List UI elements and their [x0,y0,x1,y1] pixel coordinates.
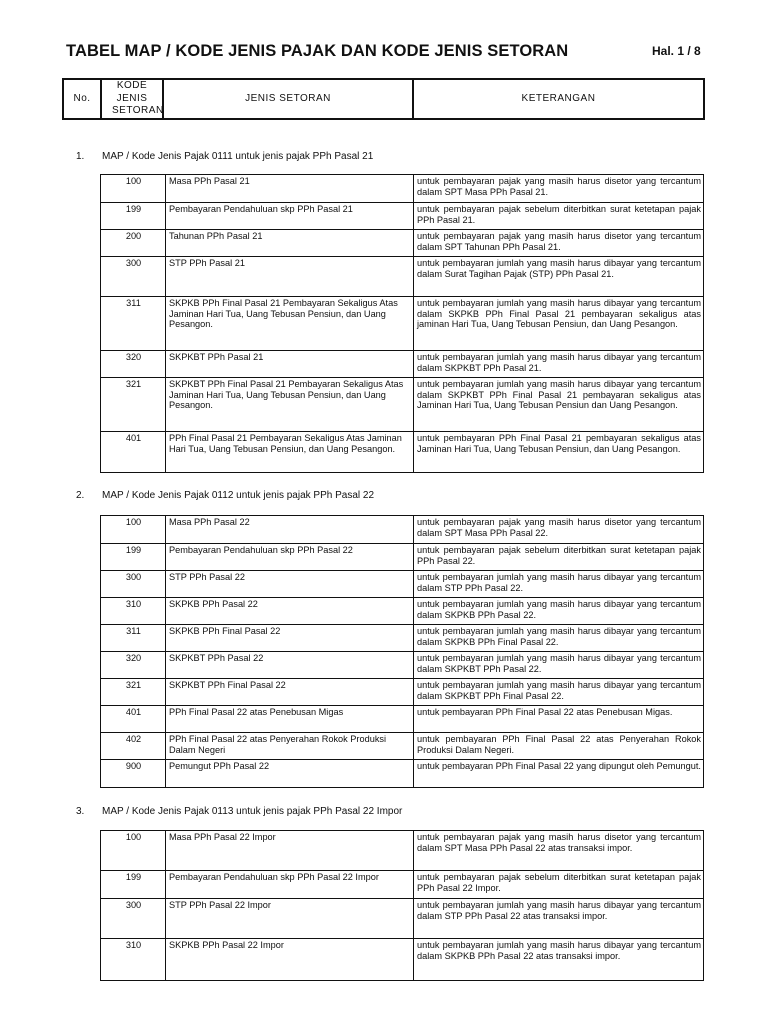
table-row: 199 Pembayaran Pendahuluan skp PPh Pasal 22 untuk pembayaran pajak sebelum diterbitkan surat ketetapan pajak PPh Pasal 22. [101,544,704,571]
section-number: 3. [76,806,85,817]
table-row: 401 PPh Final Pasal 21 Pembayaran Sekaligus Atas Jaminan Hari Tua, Uang Tebusan Pensiun, dan Uang Pesangon. untuk pembayaran PPh Final Pasal 21 pembayaran sekaligus atas Jaminan Hari Tua, Uang Tebusan Pensiun, dan Uang Pesangon. [101,432,704,473]
table-row: 320 SKPKBT PPh Pasal 22 untuk pembayaran jumlah yang masih harus dibayar yang tercantum dalam SKPKBT PPh Pasal 22. [101,652,704,679]
section-table [100,830,704,981]
page-number: Hal. 1 / 8 [652,44,701,58]
section-number: 1. [76,151,85,162]
table-row: 100 Masa PPh Pasal 21 untuk pembayaran pajak yang masih harus disetor yang tercantum dalam SPT Masa PPh Pasal 21. [101,175,704,203]
section-title: MAP / Kode Jenis Pajak 0111 untuk jenis pajak PPh Pasal 21 [102,151,374,162]
table-row: 300 STP PPh Pasal 21 untuk pembayaran jumlah yang masih harus dibayar yang tercantum dalam Surat Tagihan Pajak (STP) PPh Pasal 21. [101,257,704,297]
table-row: 310 SKPKB PPh Pasal 22 Impor untuk pembayaran jumlah yang masih harus dibayar yang tercantum dalam SKPKB PPh Pasal 22 atas transaksi impor. [101,939,704,981]
table-row: 200 Tahunan PPh Pasal 21 untuk pembayaran pajak yang masih harus disetor yang tercantum dalam SPT Tahunan PPh Pasal 21. [101,230,704,257]
section-number: 2. [76,490,85,501]
section-title: MAP / Kode Jenis Pajak 0113 untuk jenis pajak PPh Pasal 22 Impor [102,806,403,817]
table-row: 300 STP PPh Pasal 22 Impor untuk pembayaran jumlah yang masih harus dibayar yang tercantum dalam STP PPh Pasal 22 atas transaksi impor. [101,899,704,939]
section-title: MAP / Kode Jenis Pajak 0112 untuk jenis pajak PPh Pasal 22 [102,490,375,501]
table-row: 321 SKPKBT PPh Final Pasal 21 Pembayaran Sekaligus Atas Jaminan Hari Tua, Uang Tebusan Pensiun, dan Uang Pesangon. untuk pembayaran jumlah yang masih harus dibayar yang tercantum dalam SKPKBT PPh Final Pasal 21 pembayaran sekaligus atas Jaminan Hari Tua, Uang Tebusan Pensiun dan Uang Pesangon. [101,378,704,432]
table-row: 100 Masa PPh Pasal 22 untuk pembayaran pajak yang masih harus disetor yang tercantum dalam SPT Masa PPh Pasal 22. [101,516,704,544]
table-row: 321 SKPKBT PPh Final Pasal 22 untuk pembayaran jumlah yang masih harus dibayar yang tercantum dalam SKPKBT PPh Final Pasal 22. [101,679,704,706]
table-row: 401 PPh Final Pasal 22 atas Penebusan Migas untuk pembayaran PPh Final Pasal 22 atas Penebusan Migas. [101,706,704,733]
table-row: 311 SKPKB PPh Final Pasal 22 untuk pembayaran jumlah yang masih harus dibayar yang tercantum dalam SKPKB PPh Final Pasal 22. [101,625,704,652]
header-kode: KODE JENIS SETORAN [101,79,163,119]
table-header [62,78,705,120]
table-row: 900 Pemungut PPh Pasal 22 untuk pembayaran PPh Final Pasal 22 yang dipungut oleh Pemungut. [101,760,704,788]
table-row: 402 PPh Final Pasal 22 atas Penyerahan Rokok Produksi Dalam Negeri untuk pembayaran PPh Final Pasal 22 atas Penyerahan Rokok Produksi Dalam Negeri. [101,733,704,760]
header-no: No. [63,79,101,119]
table-row: 311 SKPKB PPh Final Pasal 21 Pembayaran Sekaligus Atas Jaminan Hari Tua, Uang Tebusan Pensiun, dan Uang Pesangon. untuk pembayaran jumlah yang masih harus dibayar yang tercantum dalam SKPKB PPh Final Pasal 21 pembayaran sekaligus atas jaminan Hari Tua, Uang Tebusan Pensiun, dan Uang Pesangon. [101,297,704,351]
section-table [100,174,704,473]
table-row: 300 STP PPh Pasal 22 untuk pembayaran jumlah yang masih harus dibayar yang tercantum dalam STP PPh Pasal 22. [101,571,704,598]
table-row: 310 SKPKB PPh Pasal 22 untuk pembayaran jumlah yang masih harus dibayar yang tercantum dalam SKPKB PPh Pasal 22. [101,598,704,625]
header-ket: KETERANGAN [413,79,704,119]
table-row: 199 Pembayaran Pendahuluan skp PPh Pasal 21 untuk pembayaran pajak sebelum diterbitkan surat ketetapan pajak PPh Pasal 21. [101,203,704,230]
table-row: 100 Masa PPh Pasal 22 Impor untuk pembayaran pajak yang masih harus disetor yang tercantum dalam SPT Masa PPh Pasal 22 atas transaksi impor. [101,831,704,871]
section-table [100,515,704,788]
page-title: TABEL MAP / KODE JENIS PAJAK DAN KODE JENIS SETORAN [66,42,569,60]
header-jenis: JENIS SETORAN [163,79,413,119]
table-row: 320 SKPKBT PPh Pasal 21 untuk pembayaran jumlah yang masih harus dibayar yang tercantum dalam SKPKBT PPh Pasal 21. [101,351,704,378]
table-row: 199 Pembayaran Pendahuluan skp PPh Pasal 22 Impor untuk pembayaran pajak sebelum diterbitkan surat ketetapan pajak PPh Pasal 22 Impor. [101,871,704,899]
